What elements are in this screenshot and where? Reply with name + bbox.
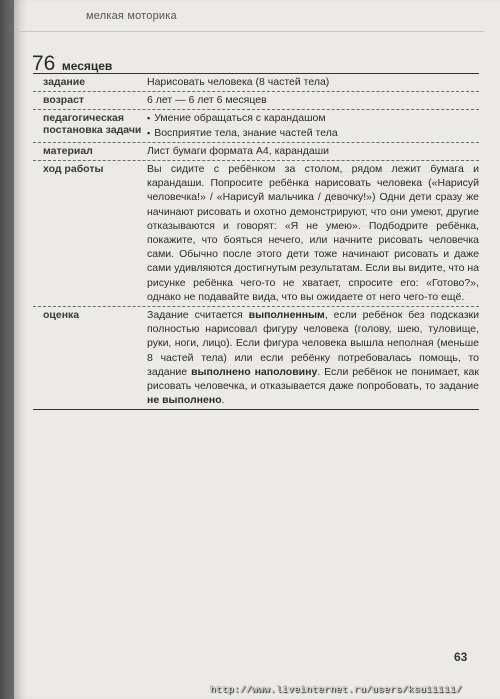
assessment-half-completed: выполнено наполовину — [191, 365, 318, 378]
row-label: оценка — [43, 309, 80, 322]
assessment-text — [147, 307, 479, 409]
row-value: Лист бумаги формата А4, карандаши — [147, 144, 329, 157]
row-task — [33, 74, 479, 92]
assessment-text-2: , если ребёнок без подсказки полностью нарисовал фигуру человека (голову, шею, туловище, руки, ноги, лицо). Если фигура человека вышла неполная (меньше 8 частей тела) или если ребёнку потребовалась помощь, то задание — [147, 309, 480, 378]
task-card-table — [33, 73, 479, 410]
row-label: ход работы — [43, 163, 104, 176]
page-number: 63 — [454, 650, 468, 664]
row-label: материал — [43, 144, 93, 157]
assessment-completed: выполненным — [248, 309, 325, 322]
row-procedure — [33, 161, 479, 307]
age-unit: месяцев — [61, 59, 113, 73]
row-value: Нарисовать человека (8 частей тела) — [147, 76, 330, 88]
section-title: мелкая моторика — [86, 10, 177, 22]
row-value-list — [147, 110, 479, 141]
row-assessment — [33, 307, 479, 410]
header-rule — [14, 31, 484, 32]
assessment-text-4: . — [221, 394, 225, 407]
watermark-url: http://www.liveinternet.ru/users/ksu11111/ — [210, 684, 463, 695]
bullet-item: ▪ Умение обращаться с карандашом — [147, 111, 479, 125]
age-number: 76 — [32, 52, 56, 75]
row-value: Вы сидите с ребёнком за столом, рядом лежит бумага и карандаши. Попросите ребёнка нарисовать человека («Нарисуй человечка!» / «Нарисуй мальчика / девочку!») Одни дети сразу же начинают рисовать и охотно демонстрируют, что они умеют, другие отказываются и говорят: «Я не умею». Подбодрите ребёнка, покажите, что бояться нечего, или начните рисовать человечка сами. Обычно после этого дети тоже начинают рисовать и даже сами удивляются достигнутым результатам. Если вы видите, что на рисунке ребёнка чего-то не хватает, спросите его: «Готово?», однако не подавайте вида, что вы ожидаете от него чего-то ещё. — [147, 163, 479, 303]
row-value: 6 лет — 6 лет 6 месяцев — [147, 94, 267, 107]
assessment-not-completed: не выполнено — [147, 394, 222, 407]
assessment-text-1: Задание считается — [147, 309, 249, 322]
book-page — [14, 0, 500, 699]
row-label: педагогическая постановка задачи — [43, 112, 142, 137]
row-label: задание — [43, 76, 86, 88]
running-head — [86, 10, 346, 30]
row-pedagogical-goal — [33, 110, 479, 142]
row-material — [33, 143, 479, 161]
row-label: возраст — [43, 94, 85, 107]
bullet-item: ▪ Восприятие тела, знание частей тела — [147, 126, 479, 140]
assessment-text-3: . Если ребёнок не понимает, как рисовать человечка, и отказывается даже попробовать, то задание — [147, 365, 479, 393]
row-age — [33, 92, 479, 110]
